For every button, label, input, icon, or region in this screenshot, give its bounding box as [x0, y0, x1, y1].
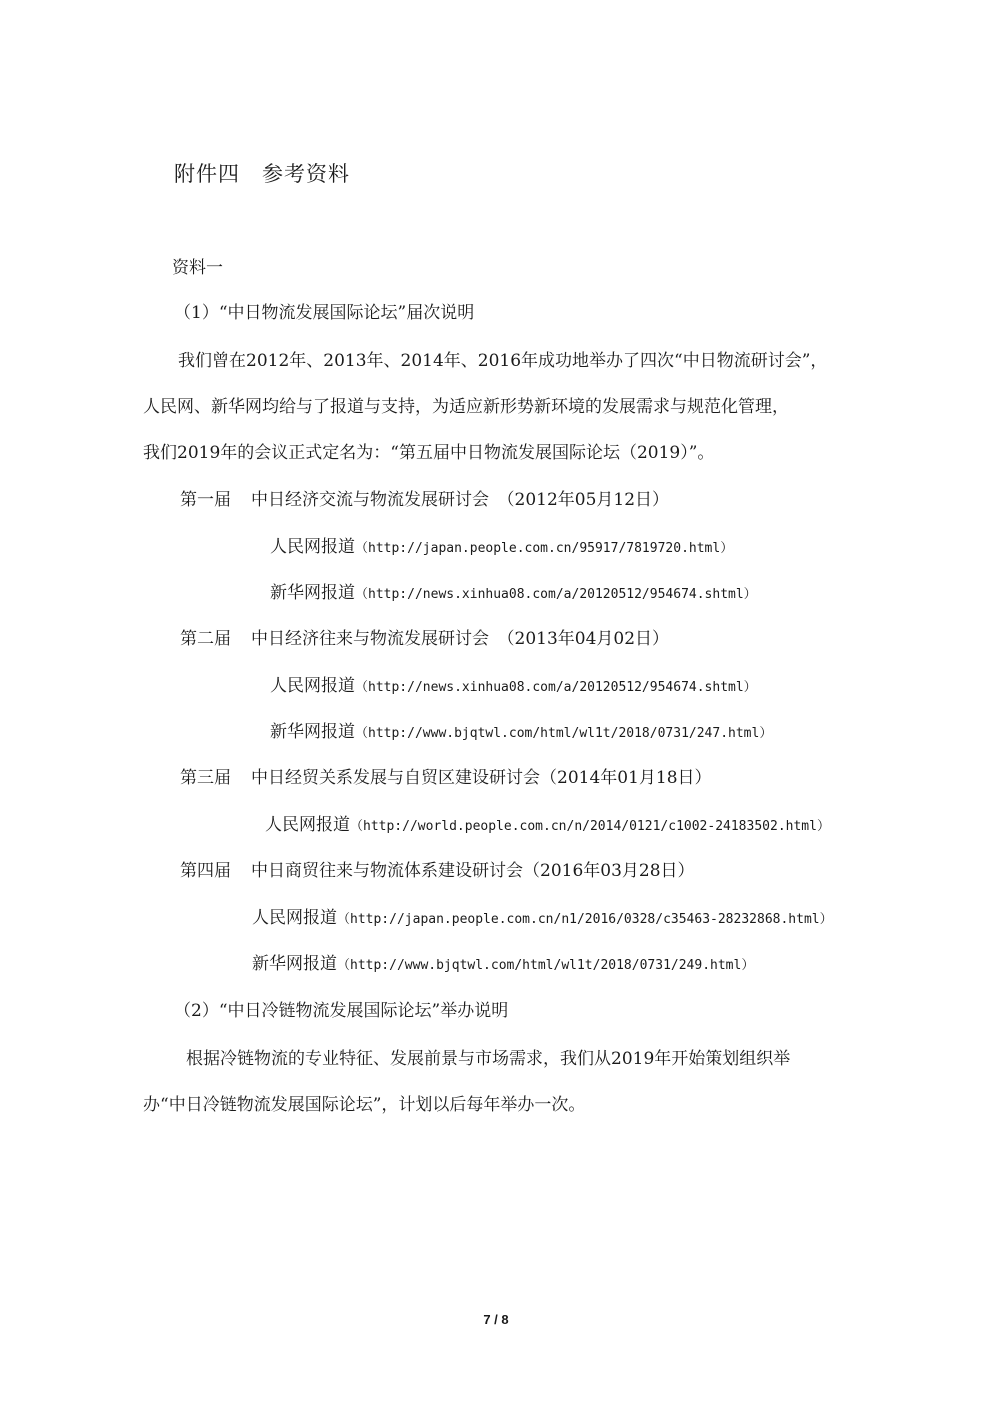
- part1-paragraph-line: 人民网、新华网均给与了报道与支持，为适应新形势新环境的发展需求与规范化管理，: [143, 397, 789, 417]
- report-url: （http://news.xinhua08.com/a/20120512/954674.shtml）: [355, 587, 757, 602]
- session-heading: [180, 628, 669, 650]
- report-source: 人民网报道: [270, 676, 355, 696]
- report-url: （http://japan.people.com.cn/95917/7819720.html）: [355, 541, 734, 556]
- session-name: 中日经贸关系发展与自贸区建设研讨会（2014年01月18日）: [251, 768, 712, 788]
- part2-title: （2）“中日冷链物流发展国际论坛”举办说明: [174, 1001, 509, 1021]
- report-source: 新华网报道: [252, 954, 337, 974]
- report-url: （http://www.bjqtwl.com/html/wl1t/2018/0731/247.html）: [355, 726, 773, 741]
- report-source: 人民网报道: [252, 908, 337, 928]
- part1-paragraph-line: 我们曾在2012年、2013年、2014年、2016年成功地举办了四次“中日物流研讨会”，: [178, 351, 828, 371]
- report-url: （http://world.people.com.cn/n/2014/0121/c1002-24183502.html）: [350, 819, 830, 834]
- session-label: 第二届: [180, 629, 231, 649]
- report-url: （http://japan.people.com.cn/n1/2016/0328/c35463-28232868.html）: [337, 912, 833, 927]
- section-label: 资料一: [172, 258, 223, 278]
- part2-paragraph-line: 根据冷链物流的专业特征、发展前景与市场需求，我们从2019年开始策划组织举: [186, 1049, 791, 1069]
- report-entry: [270, 582, 757, 606]
- part2-paragraph-line: 办“中日冷链物流发展国际论坛”，计划以后每年举办一次。: [143, 1095, 586, 1115]
- session-name: 中日商贸往来与物流体系建设研讨会（2016年03月28日）: [251, 861, 695, 881]
- report-entry: [270, 721, 772, 745]
- part1-title: （1）“中日物流发展国际论坛”届次说明: [174, 303, 475, 323]
- report-url: （http://news.xinhua08.com/a/20120512/954674.shtml）: [355, 680, 757, 695]
- report-source: 人民网报道: [265, 815, 350, 835]
- page-number: 7 / 8: [483, 1312, 509, 1327]
- report-entry: [252, 953, 754, 977]
- report-source: 人民网报道: [270, 537, 355, 557]
- session-heading: [180, 489, 669, 511]
- report-entry: [265, 814, 830, 838]
- report-url: （http://www.bjqtwl.com/html/wl1t/2018/0731/249.html）: [337, 958, 755, 973]
- page-heading: 附件四 参考资料: [174, 162, 350, 186]
- session-label: 第四届: [180, 861, 231, 881]
- report-entry: [270, 675, 757, 699]
- part1-paragraph-line: 我们2019年的会议正式定名为：“第五届中日物流发展国际论坛（2019）”。: [143, 443, 715, 463]
- session-name: 中日经济交流与物流发展研讨会 （2012年05月12日）: [251, 490, 670, 510]
- session-name: 中日经济往来与物流发展研讨会 （2013年04月02日）: [251, 629, 670, 649]
- report-entry: [270, 536, 733, 560]
- report-source: 新华网报道: [270, 583, 355, 603]
- session-heading: [180, 860, 695, 882]
- report-entry: [252, 907, 833, 931]
- session-label: 第三届: [180, 768, 231, 788]
- session-label: 第一届: [180, 490, 231, 510]
- session-heading: [180, 767, 712, 789]
- report-source: 新华网报道: [270, 722, 355, 742]
